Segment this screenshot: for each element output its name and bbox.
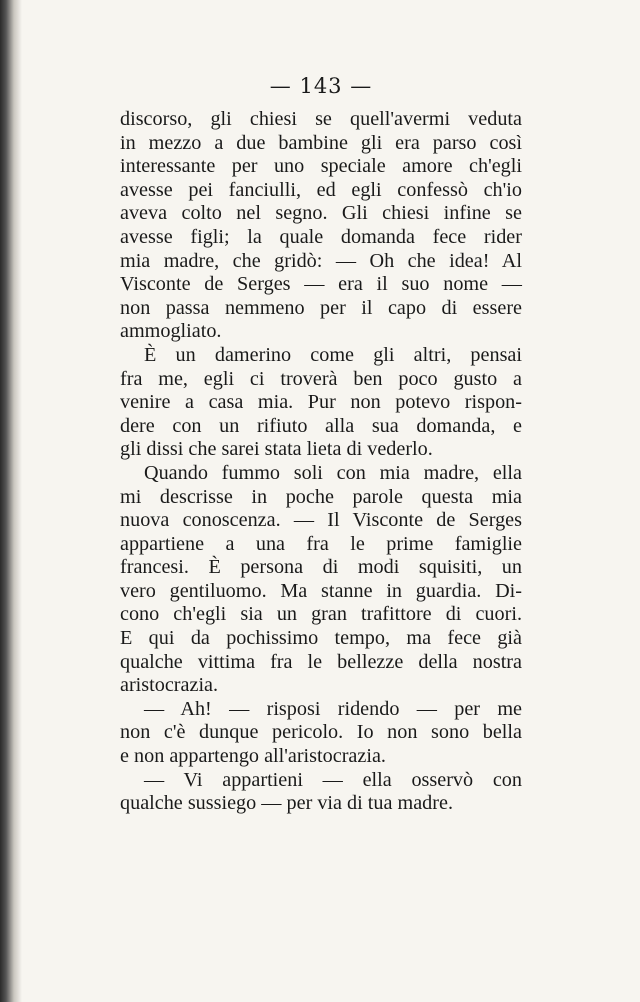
text-line: qualche sussiego — per via di tua madre. bbox=[120, 792, 453, 815]
text-line: mi descrisse in poche parole questa mia bbox=[120, 485, 522, 508]
text-line: — Vi appartieni — ella osservò con bbox=[144, 768, 522, 791]
text-line: gli dissi che sarei stata lieta di vederlo. bbox=[120, 438, 433, 461]
paragraph bbox=[120, 344, 522, 462]
paragraph bbox=[120, 462, 522, 698]
text-line: fra me, egli ci troverà ben poco gusto a bbox=[120, 367, 522, 390]
text-line: nuova conoscenza. — Il Visconte de Serges bbox=[120, 509, 522, 532]
text-line: — Ah! — risposi ridendo — per me bbox=[144, 697, 522, 720]
text-line: E qui da pochissimo tempo, ma fece già bbox=[120, 627, 522, 650]
text-line: mia madre, che gridò: — Oh che idea! Al bbox=[120, 249, 522, 272]
text-line: francesi. È persona di modi squisiti, un bbox=[120, 556, 522, 579]
text-line: qualche vittima fra le bellezze della nostra bbox=[120, 650, 522, 673]
paragraph bbox=[120, 698, 522, 769]
text-line: vero gentiluomo. Ma stanne in guardia. Di- bbox=[120, 579, 522, 602]
body-text bbox=[120, 108, 522, 816]
text-line: interessante per uno speciale amore ch'egli bbox=[120, 155, 522, 178]
text-line: Visconte de Serges — era il suo nome — bbox=[120, 273, 522, 296]
page-number: — 143 — bbox=[269, 74, 373, 98]
text-line: avesse pei fanciulli, ed egli confessò ch'io bbox=[120, 178, 522, 201]
text-line: in mezzo a due bambine gli era parso così bbox=[120, 131, 522, 154]
text-line: cono ch'egli sia un gran trafittore di cuori. bbox=[120, 603, 522, 626]
text-line: non c'è dunque pericolo. Io non sono bella bbox=[120, 721, 522, 744]
paragraph bbox=[120, 108, 522, 344]
text-line: discorso, gli chiesi se quell'avermi veduta bbox=[120, 108, 522, 130]
text-line: aristocrazia. bbox=[120, 674, 219, 697]
text-line: ammogliato. bbox=[120, 320, 222, 343]
book-spine-shadow bbox=[0, 0, 22, 1002]
text-line: Quando fummo soli con mia madre, ella bbox=[144, 461, 522, 484]
paragraph bbox=[120, 769, 522, 816]
text-line: aveva colto nel segno. Gli chiesi infine se bbox=[120, 202, 522, 225]
text-line: dere con un rifiuto alla sua domanda, e bbox=[120, 414, 522, 437]
text-line: appartiene a una fra le prime famiglie bbox=[120, 532, 522, 555]
text-line: avesse figli; la quale domanda fece rider bbox=[120, 225, 522, 248]
text-line: e non appartengo all'aristocrazia. bbox=[120, 745, 386, 768]
text-line: È un damerino come gli altri, pensai bbox=[144, 343, 522, 366]
text-line: venire a casa mia. Pur non potevo rispon- bbox=[120, 391, 522, 414]
text-line: non passa nemmeno per il capo di essere bbox=[120, 296, 522, 319]
book-page bbox=[120, 74, 522, 816]
